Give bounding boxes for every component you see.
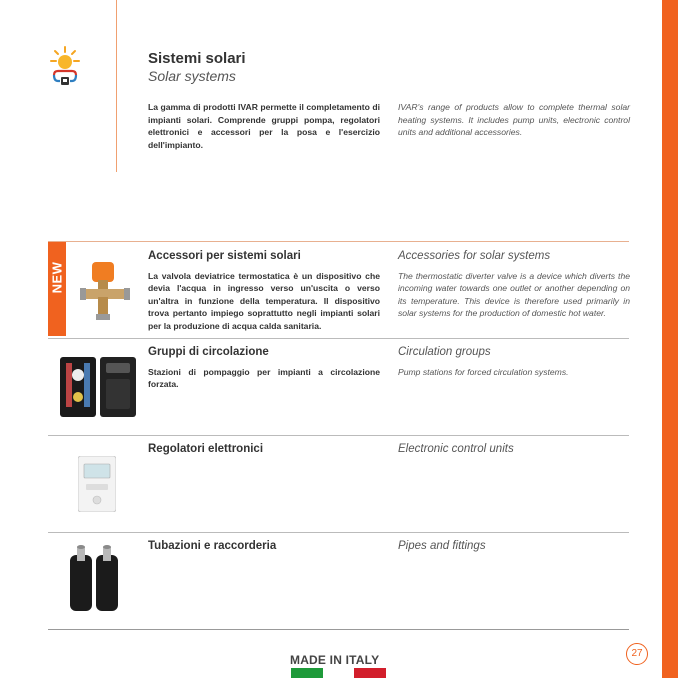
row-divider — [48, 629, 629, 630]
row-title-en: Pipes and fittings — [398, 540, 486, 552]
page-title: Sistemi solari — [148, 50, 246, 67]
row-title-en: Circulation groups — [398, 346, 491, 358]
row-desc-en: Pump stations for forced circulation systems. — [398, 367, 569, 377]
row-divider — [48, 338, 629, 339]
header-divider — [116, 0, 117, 172]
row-divider — [48, 532, 629, 533]
row-title-it: Regolatori elettronici — [148, 443, 264, 455]
row-divider — [48, 241, 629, 242]
italy-flag-green — [291, 668, 323, 678]
new-badge: NEW — [48, 242, 66, 336]
control-unit-image — [78, 456, 116, 512]
page-subtitle: Solar systems — [148, 68, 236, 84]
row-title-it: Gruppi di circolazione — [148, 346, 269, 358]
intro-italian: La gamma di prodotti IVAR permette il completamento di impianti solari. Comprende gruppi pompa, regolatori elettronici e accessori per la posa e l'esercizio dell'impianto. — [148, 102, 380, 151]
solar-sun-icon — [46, 45, 84, 95]
row-title-it: Accessori per sistemi solari — [148, 250, 301, 262]
row-desc-it: La valvola deviatrice termostatica è un dispositivo che devia l'acqua in ingresso verso un'uscita o verso un'altra in funzione della temperatura. Il dispositivo trova pertanto impiego soprattutto negli impianti solari per la produzione di acqua calda sanitaria. — [148, 271, 380, 331]
row-desc-en: The thermostatic diverter valve is a device which diverts the incoming water towards one outlet or another depending on its temperature. This device is therefore used primarily in solar systems for the production of domestic hot water. — [398, 271, 630, 319]
row-title-it: Tubazioni e raccorderia — [148, 540, 277, 552]
pump-station-image — [60, 355, 138, 419]
pipes-image — [68, 545, 122, 611]
italy-flag-red — [354, 668, 386, 678]
row-title-en: Electronic control units — [398, 443, 514, 455]
row-desc-it: Stazioni di pompaggio per impianti a circolazione forzata. — [148, 367, 380, 390]
orange-side-bar — [662, 0, 678, 678]
made-in-italy-label: MADE IN ITALY — [290, 653, 380, 667]
page-number: 27 — [626, 643, 648, 665]
intro-english: IVAR's range of products allow to complete thermal solar heating systems. It includes pump units, electronic control units and additional accessories. — [398, 102, 630, 138]
diverter-valve-image — [80, 262, 130, 322]
row-divider — [48, 435, 629, 436]
row-title-en: Accessories for solar systems — [398, 250, 551, 262]
